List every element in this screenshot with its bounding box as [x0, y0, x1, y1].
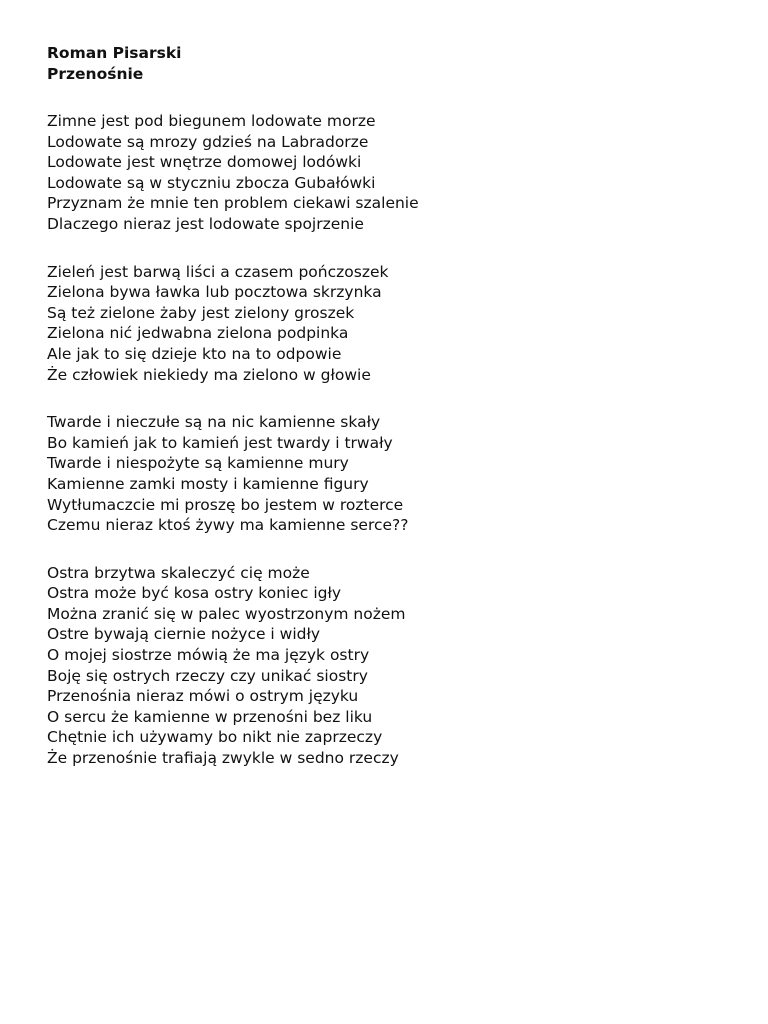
- author-name: Roman Pisarski: [47, 44, 182, 62]
- poem-line: O mojej siostrze mówią że ma język ostry: [47, 646, 370, 665]
- poem-line: Lodowate jest wnętrze domowej lodówki: [47, 153, 362, 172]
- poem-line: Lodowate są w styczniu zbocza Gubałówki: [47, 173, 376, 192]
- poem-line: Dlaczego nieraz jest lodowate spojrzenie: [47, 214, 364, 233]
- poem-line: Ostra brzytwa skaleczyć cię może: [47, 563, 310, 582]
- poem-line: Twarde i nieczułe są na nic kamienne skały: [47, 413, 381, 432]
- poem-line: Że człowiek niekiedy ma zielono w głowie: [47, 365, 371, 384]
- poem-line: Ostre bywają ciernie nożyce i widły: [47, 625, 321, 644]
- poem-line: Zielona nić jedwabna zielona podpinka: [47, 324, 349, 343]
- poem-line: Kamienne zamki mosty i kamienne figury: [47, 474, 369, 493]
- stanza-1: [47, 111, 747, 235]
- poem-line: Wytłumaczcie mi proszę bo jestem w rozterce: [47, 495, 404, 514]
- poem-line: Lodowate są mrozy gdzieś na Labradorze: [47, 132, 369, 151]
- poem-line: Ostra może być kosa ostry koniec igły: [47, 584, 342, 603]
- poem-line: O sercu że kamienne w przenośni bez liku: [47, 707, 373, 726]
- poem-line: Chętnie ich używamy bo nikt nie zaprzeczy: [47, 728, 383, 747]
- stanza-3: [47, 412, 747, 536]
- document-page: [47, 43, 747, 769]
- poem-line: Zieleń jest barwą liści a czasem pończoszek: [47, 262, 389, 281]
- poem-line: Przenośnia nieraz mówi o ostrym języku: [47, 687, 359, 706]
- poem-line: Twarde i niespożyte są kamienne mury: [47, 454, 349, 473]
- poem-line: Czemu nieraz ktoś żywy ma kamienne serce??: [47, 516, 409, 535]
- poem-header: [47, 43, 747, 84]
- poem-line: Zielona bywa ławka lub pocztowa skrzynka: [47, 283, 382, 302]
- poem-line: Przyznam że mnie ten problem ciekawi szalenie: [47, 194, 419, 213]
- stanza-2: [47, 262, 747, 386]
- poem-line: Boję się ostrych rzeczy czy unikać siostry: [47, 666, 368, 685]
- poem-line: Ale jak to się dzieje kto na to odpowie: [47, 344, 342, 363]
- poem-line: Zimne jest pod biegunem lodowate morze: [47, 112, 376, 130]
- poem-body: [47, 111, 747, 769]
- poem-line: Że przenośnie trafiają zwykle w sedno rzeczy: [47, 749, 399, 768]
- poem-line: Bo kamień jak to kamień jest twardy i trwały: [47, 433, 393, 452]
- poem-line: Są też zielone żaby jest zielony groszek: [47, 303, 355, 322]
- poem-title: Przenośnie: [47, 64, 144, 83]
- stanza-4: [47, 563, 747, 769]
- poem-line: Można zranić się w palec wyostrzonym nożem: [47, 604, 406, 623]
